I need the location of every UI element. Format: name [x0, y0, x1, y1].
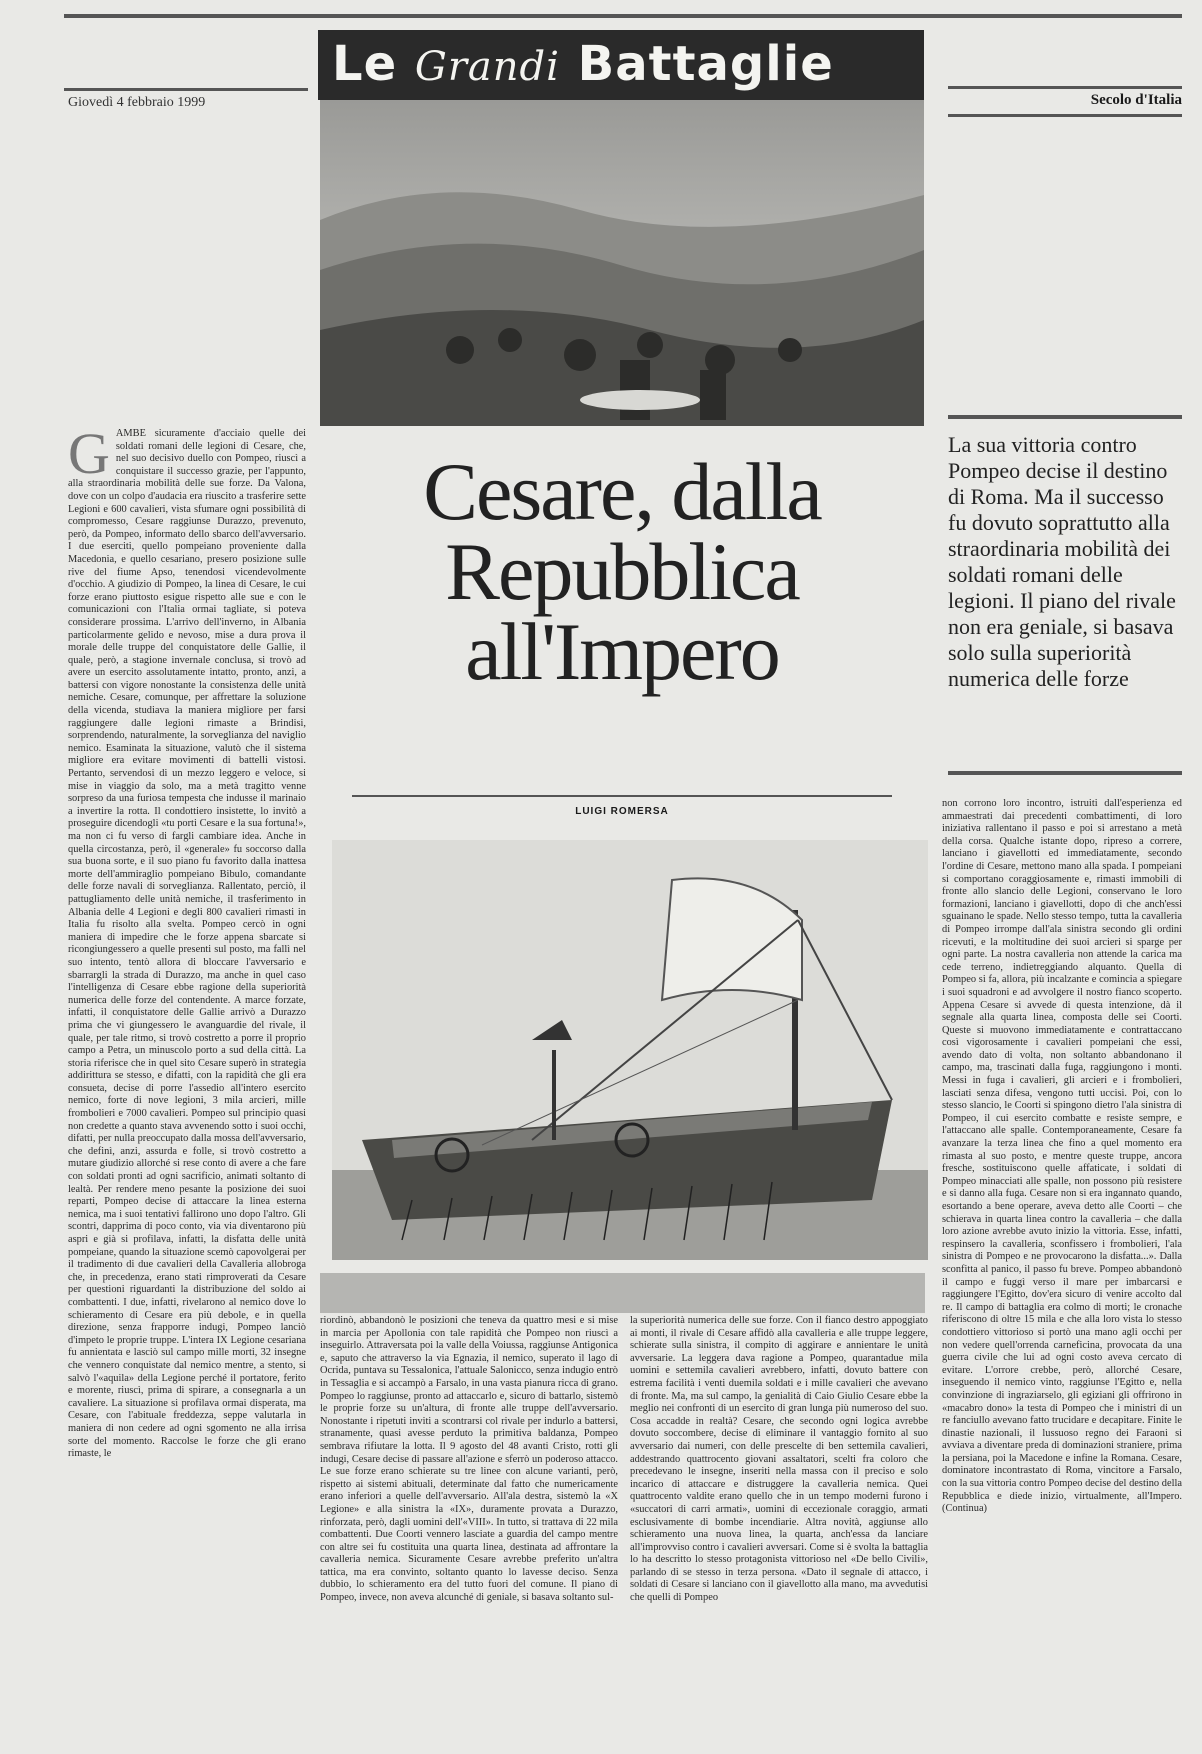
image-caption-bar — [320, 1273, 925, 1313]
column-3-text: la superiorità numerica delle sue forze. Con il fianco destro appoggiato ai monti, il rivale di Cesare affidò alla cavalleria e alle truppe leggere, schierate sulla sinistra, il compito di aggirare e annientare le unità avversarie. La leggera dava ragione a Pompeo, quarantadue mila uomini e settemila cavalieri avrebbero, infatti, dovuto battere con estrema facilità i venti duemila soldati e i mille cavalieri che avevano di fronte. Ma, ma sul campo, la genialità di Caio Giulio Cesare ebbe la meglio nei confronti di un esercito di gran lunga più numeroso del suo. Cosa accadde in realtà? Cesare, che secondo ogni logica avrebbe dovuto soccombere, decise di eliminare il vantaggio fornito al suo avversario dai numeri, con delle prescelte di ben settemila cavalieri, addestrando quattrocento giovani assaltatori, scelti fra coloro che precedevano le insegne, inseriti nella massa con il preciso e solo incarico di attaccare e distruggere la cavalleria nemica. Quei quattrocento valdite erano quello che in un tempo moderni furono i «succatori di carri armati», uomini di eccezionale coraggio, armati esclusivamente di bombe incendiarie. Altra novità, aggiunse allo schieramento una nuova linea, la quarta, anch'essa da lanciare all'improvviso contro i cavalieri avversari. Come si è svolta la battaglia lo ha descritto lo stesso protagonista vittorioso nel «De bello Civili», parlando di se stesso in terza persona. «Dato il segnale di attacco, i soldati di Cesare si lanciano con il giavellotto alla mano, ma avvedutisi che quelli di Pompeo — [630, 1315, 928, 1604]
article-column-3 — [630, 1315, 928, 1745]
roman-ship-image — [332, 840, 928, 1260]
top-rule — [64, 14, 1182, 18]
article-headline: Cesare, dalla Repubblica all'Impero — [423, 446, 821, 697]
header-rule-left — [64, 88, 308, 91]
article-column-4 — [942, 798, 1182, 1748]
issue-date: Giovedì 4 febbraio 1999 — [68, 95, 206, 110]
header-rule-right — [948, 86, 1182, 89]
section-title-le: Le — [332, 36, 398, 92]
section-title-grandi: Grandi — [414, 44, 560, 90]
deck-rule-bottom — [948, 771, 1182, 775]
column-1-text: AMBE sicuramente d'acciaio quelle dei soldati romani delle legioni di Cesare, che, nel suo decisivo duello con Pompeo, riuscì a conquistare il successo grazie, per l'appunto, alla straordinaria mobilità delle sue forze. Da Valona, dove con un colpo d'audacia era riuscito a trasferire sette Legioni e 600 cavalieri, vista sfumare ogni possibilità di compromesso, Cesare raggiunse Durazzo, prevenuto, però, da Pompeo, informato dello sbarco dell'avversario. I due eserciti, quello pompeiano proveniente dalla Macedonia, e quello cesariano, presero posizione sulle rive del fiume Apso, tenendosi vicendevolmente d'occhio. A giudizio di Pompeo, la linea di Cesare, le cui forze erano piuttosto esigue rispetto alle sue e con le comunicazioni con l'Italia ormai tagliate, si poteva considerare prossima. L'arrivo dell'inverno, in Albania particolarmente gelido e nevoso, mise a dura prova il morale delle truppe del conquistatore delle Gallie, il quale, però, a stagione invernale conclusa, si trovò ad avere un esercito assolutamente intatto, pronto, anzi, a battersi con vigore nonostante la consistenza delle unità nemiche. Cesare, comunque, per affrettare la soluzione della vicenda, studiava la maniera migliore per farsi raggiungere dalle legioni rimaste a Brindisi, sorprendendo, naturalmente, la sorveglianza del naviglio nemico. Esaminata la situazione, valutò che il sistema migliore era evitare movimenti di battelli vistosi. Pertanto, servendosi di un mezzo leggero e veloce, si mise in viaggio da solo, ma a metà tragitto venne sorpreso da una furiosa tempesta che indusse il marinaio a invertire la rotta. Il condottiero insistette, lo invitò a proseguire dicendogli «tu porti Cesare e la sua fortuna!», ma non ci fu verso di fargli cambiare idea. Anche in quella circostanza, però, il «generale» fu soccorso dalla sua buona sorte, e il suo piano fu favorito dalla inattesa morte dell'ammiraglio pompeiano Bibulo, comandante delle forze navali di sorveglianza. Rallentato, perciò, il pattugliamento delle unità nemiche, il trasferimento in Albania delle 4 Legioni e degli 800 cavalieri rimasti in Italia fu risolto alla svelta. Pompeo cercò in ogni maniera di impedire che le forze appena sbarcate si ricongiungessero a quelle presenti sul posto, ma fallì nel suo intento, tentò allora di bloccare l'avversario e sbarrargli la strada di Durazzo, ma anche in quel caso l'intelligenza di Cesare ebbe ragione della superiorità numerica delle forze del contendente. A marce forzate, infatti, il conquistatore delle Gallie arrivò a Durazzo prima che vi giungessero le avanguardie del rivale, il quale, per tale ritmo, si trovò costretto a porre il proprio campo a Petra, un minuscolo porto a sud della città. La storia riferisce che in quel sito Cesare superò in strategia addirittura se stesso, e difatti, con la rapidità che gli era consueta, decise di porre l'assedio all'intero esercito nemico, forte di nove legioni, 3 mila arcieri, mille frombolieri e 7000 cavalieri. Pompeo sul principio quasi non credette a quanto stava avvenendo sotto i suoi occhi, difatti, per nulla preoccupato dalla mossa dell'avversario, che definì, anzi, assurda e folle, si trovò costretto a mutare giudizio allorché si rese conto di avere a che fare con soldati pronti ad ogni sacrificio, animati soltanto di lealtà. Per rendere meno pesante la posizione dei suoi reparti, Pompeo decise di attaccare la linea esterna nemica, ma i suoi tentativi fallirono uno dopo l'altro. Gli scontri, dapprima di poco conto, via via diventarono più aspri e già si profilava, infatti, la disfatta delle unità pompeiane, quando la situazione scemò capovolgerai per il tradimento di due cavalieri della Cavalleria allobroga che, in precedenza, erano stati rimproverati da Cesare per questioni riguardanti la distribuzione del soldo ai combattenti. I due, infatti, rivelarono al nemico dove lo schieramento di Cesare era più debole, e in quella direzione, senza frapporre indugi, Pompeo lanciò d'impeto le proprie truppe. L'intera IX Legione cesariana fu annientata e lasciò sul campo mille morti, 32 insegne che vennero conquistate dal nemico mentre, a stento, si salvò l'«aquila» della Legione perché il portatore, ferito e morente, riuscì, prima di spirare, a consegnarla a un cavaliere. La situazione si profilava ormai disperata, ma Cesare, con l'abituale freddezza, seppe valutarla in maniera di non cedere ad ogni sgomento ne alla irrisa sorte del momento. Raccolse le forze che gli erano rimaste, le — [68, 428, 306, 1460]
drop-cap: G — [68, 428, 110, 486]
battle-engraving-image — [320, 100, 924, 426]
section-title — [318, 36, 924, 92]
section-banner — [318, 30, 924, 100]
article-column-2 — [320, 1315, 618, 1745]
column-2-text: riordinò, abbandonò le posizioni che teneva da quattro mesi e si mise in marcia per Apollonia con tale rapidità che Pompeo non riuscì a inseguirlo. Attraversata poi la valle della Voiussa, raggiunse Antigonica e, saputo che attraverso la via Egnazia, il nemico, superato il lago di Ocrida, puntava su Tessalonica, l'attuale Salonicco, senza indugio entrò in Tessaglia e si accampò a Farsalo, in una vasta pianura ricca di grano. Pompeo lo raggiunse, pronto ad attaccarlo e, sicuro di battarlo, sistemò le proprie forze su un'altura, di fronte alle truppe dell'avversario. Nonostante i ripetuti inviti a scontrarsi col rivale per indurlo a battersi, stranamente, quasi avesse perduto la primitiva baldanza, Pompeo sembrava rifiutare la lotta. Il 9 agosto del 48 avanti Cristo, rotti gli indugi, Cesare decise di passare all'azione e sferrò un poderoso attacco. Le sue forze erano schierate su tre linee con alcune varianti, però, rispetto ai sistemi abituali, determinate dal fatto che numericamente erano inferiori a quelle dell'avversario. All'ala destra, sistemò la «X Legione» e alla sinistra la «IX», duramente provata a Durazzo, rinforzata, però, dagli uomini dell'«VIII». In tutto, si trattava di 22 mila combattenti. Due Coorti vennero lasciate a guardia del campo mentre con altre sei fu costituita una quarta linea, destinata ad affrontare la cavalleria nemica. Sicuramente Cesare avrebbe preferito un'altra tattica, ma era convinto, soltanto quanto lo lavesse deciso. Senza dubbio, lo schieramento era del tutto fuori del comune. Il piano di Pompeo, invece, non aveva alcunché di geniale, si basava soltanto sul- — [320, 1315, 618, 1604]
byline: LUIGI ROMERSA — [575, 806, 669, 817]
header-rule-right-lower — [948, 114, 1182, 117]
column-4-text: non corrono loro incontro, istruiti dall'esperienza ed ammaestrati dai precedenti combattimenti, di loro iniziativa rallentano il passo e poi si arrestano a metà della corsa. Qualche istante dopo, ripreso a correre, lanciano i giavellotti ed immediatamente, secondo l'ordine di Cesare, mettono mano alla spada. I pompeiani si comportano coraggiosamente e, rimasti immobili di fronte allo slancio delle Legioni, conservano le loro formazioni, lanciano i giavellotti, dopo di che anch'essi sguainano le spade. Nello stesso tempo, tutta la cavalleria di Pompeo irrompe dall'ala sinistra secondo gli ordini ricevuti, e la moltitudine dei suoi arcieri si sparge per ogni parte. La nostra cavalleria non attende la carica ma cede terreno, indietreggiando alquanto. Quella di Pompeo si fa, allora, più incalzante e comincia a spiegare i suoi squadroni e ad avvolgere il nostro fianco scoperto. Appena Cesare si avvede di questa intenzione, dà il segnale alla quarta linea, composta delle sei Coorti. Queste si muovono immediatamente e contrattaccano così vigorosamente i cavalieri pompeiani che essi, avendo dato di volta, non soltanto abbandonano il campo, ma, trascinati dalla fuga, raggiungono i monti. Messi in fuga i cavalieri, gli arcieri e i frombolieri, lasciati senza difesa, vengono tutti uccisi. Poi, con lo stesso slancio, le Coorti si spingono dietro l'ala sinistra di Pompeo, il cui esercito combatte e resiste sempre, e l'attaccano alle spalle. Contemporaneamente, Cesare fa avanzare la terza linea che fino a quel momento era rimasta al suo posto, e mentre queste truppe, ancora fresche, sostituiscono quelle affaticate, i soldati di Pompeo minacciati alle spalle, non possono più resistere e si danno alla fuga. Cesare non si era ingannato quando, esortando a bene operare, aveva detto alle Coorti – che schierava in quarta linea contro la cavalleria – che dalla loro azione avrebbe avuto inizio la vittoria. Esse, infatti, respinsero la cavalleria, sconfissero i frombolieri, l'ala sinistra di Pompeo e ne provocarono la disfatta...». Dalla sconfitta al panico, il passo fu breve. Pompeo abbandonò il campo e fuggì verso il mare per imbarcarsi e raggiungere l'Egitto, dov'era sicuro di venire accolto dal re. Il campo di battaglia era colmo di morti; le cronache riferiscono di oltre 15 mila e che alla loro vista lo stesso condottiero vittorioso si portò una mano agli occhi per non vedere quell'orrenda carneficina, provocata da una guerra civile che lui ad ogni costo aveva cercato di evitare. L'orrore crebbe, però, allorché Cesare, inseguendo il nemico vinto, raggiunse l'Egitto e, nella convinzione di ingraziarselo, gli egiziani gli offrirono in «macabro dono» la testa di Pompeo che i ministri di un re fanciullo avevano fatto trucidare e decapitare. Finite le dinastie nazionali, il lussuoso regno dei Faraoni si avviava a diventare preda di dominazioni straniere, prima la persiana, poi la Macedone e infine la Romana. Cesare, dominatore incontrastato di Roma, vincitore a Farsalo, con la sua vittoria contro Pompeo decise del destino della Repubblica e diede inizio, virtualmente, all'Impero. (Continua) — [942, 798, 1182, 1515]
newspaper-name: Secolo d'Italia — [1090, 92, 1182, 108]
article-deck: La sua vittoria contro Pompeo decise il destino di Roma. Ma il successo fu dovuto soprattutto alla straordinaria mobilità dei soldati romani delle legioni. Il piano del rivale non era geniale, si basava solo sulla superiorità numerica delle forze — [948, 432, 1176, 691]
article-column-1 — [68, 428, 306, 1748]
deck-rule-top — [948, 415, 1182, 419]
section-title-battaglie: Battaglie — [577, 36, 834, 92]
headline-rule — [352, 795, 892, 797]
